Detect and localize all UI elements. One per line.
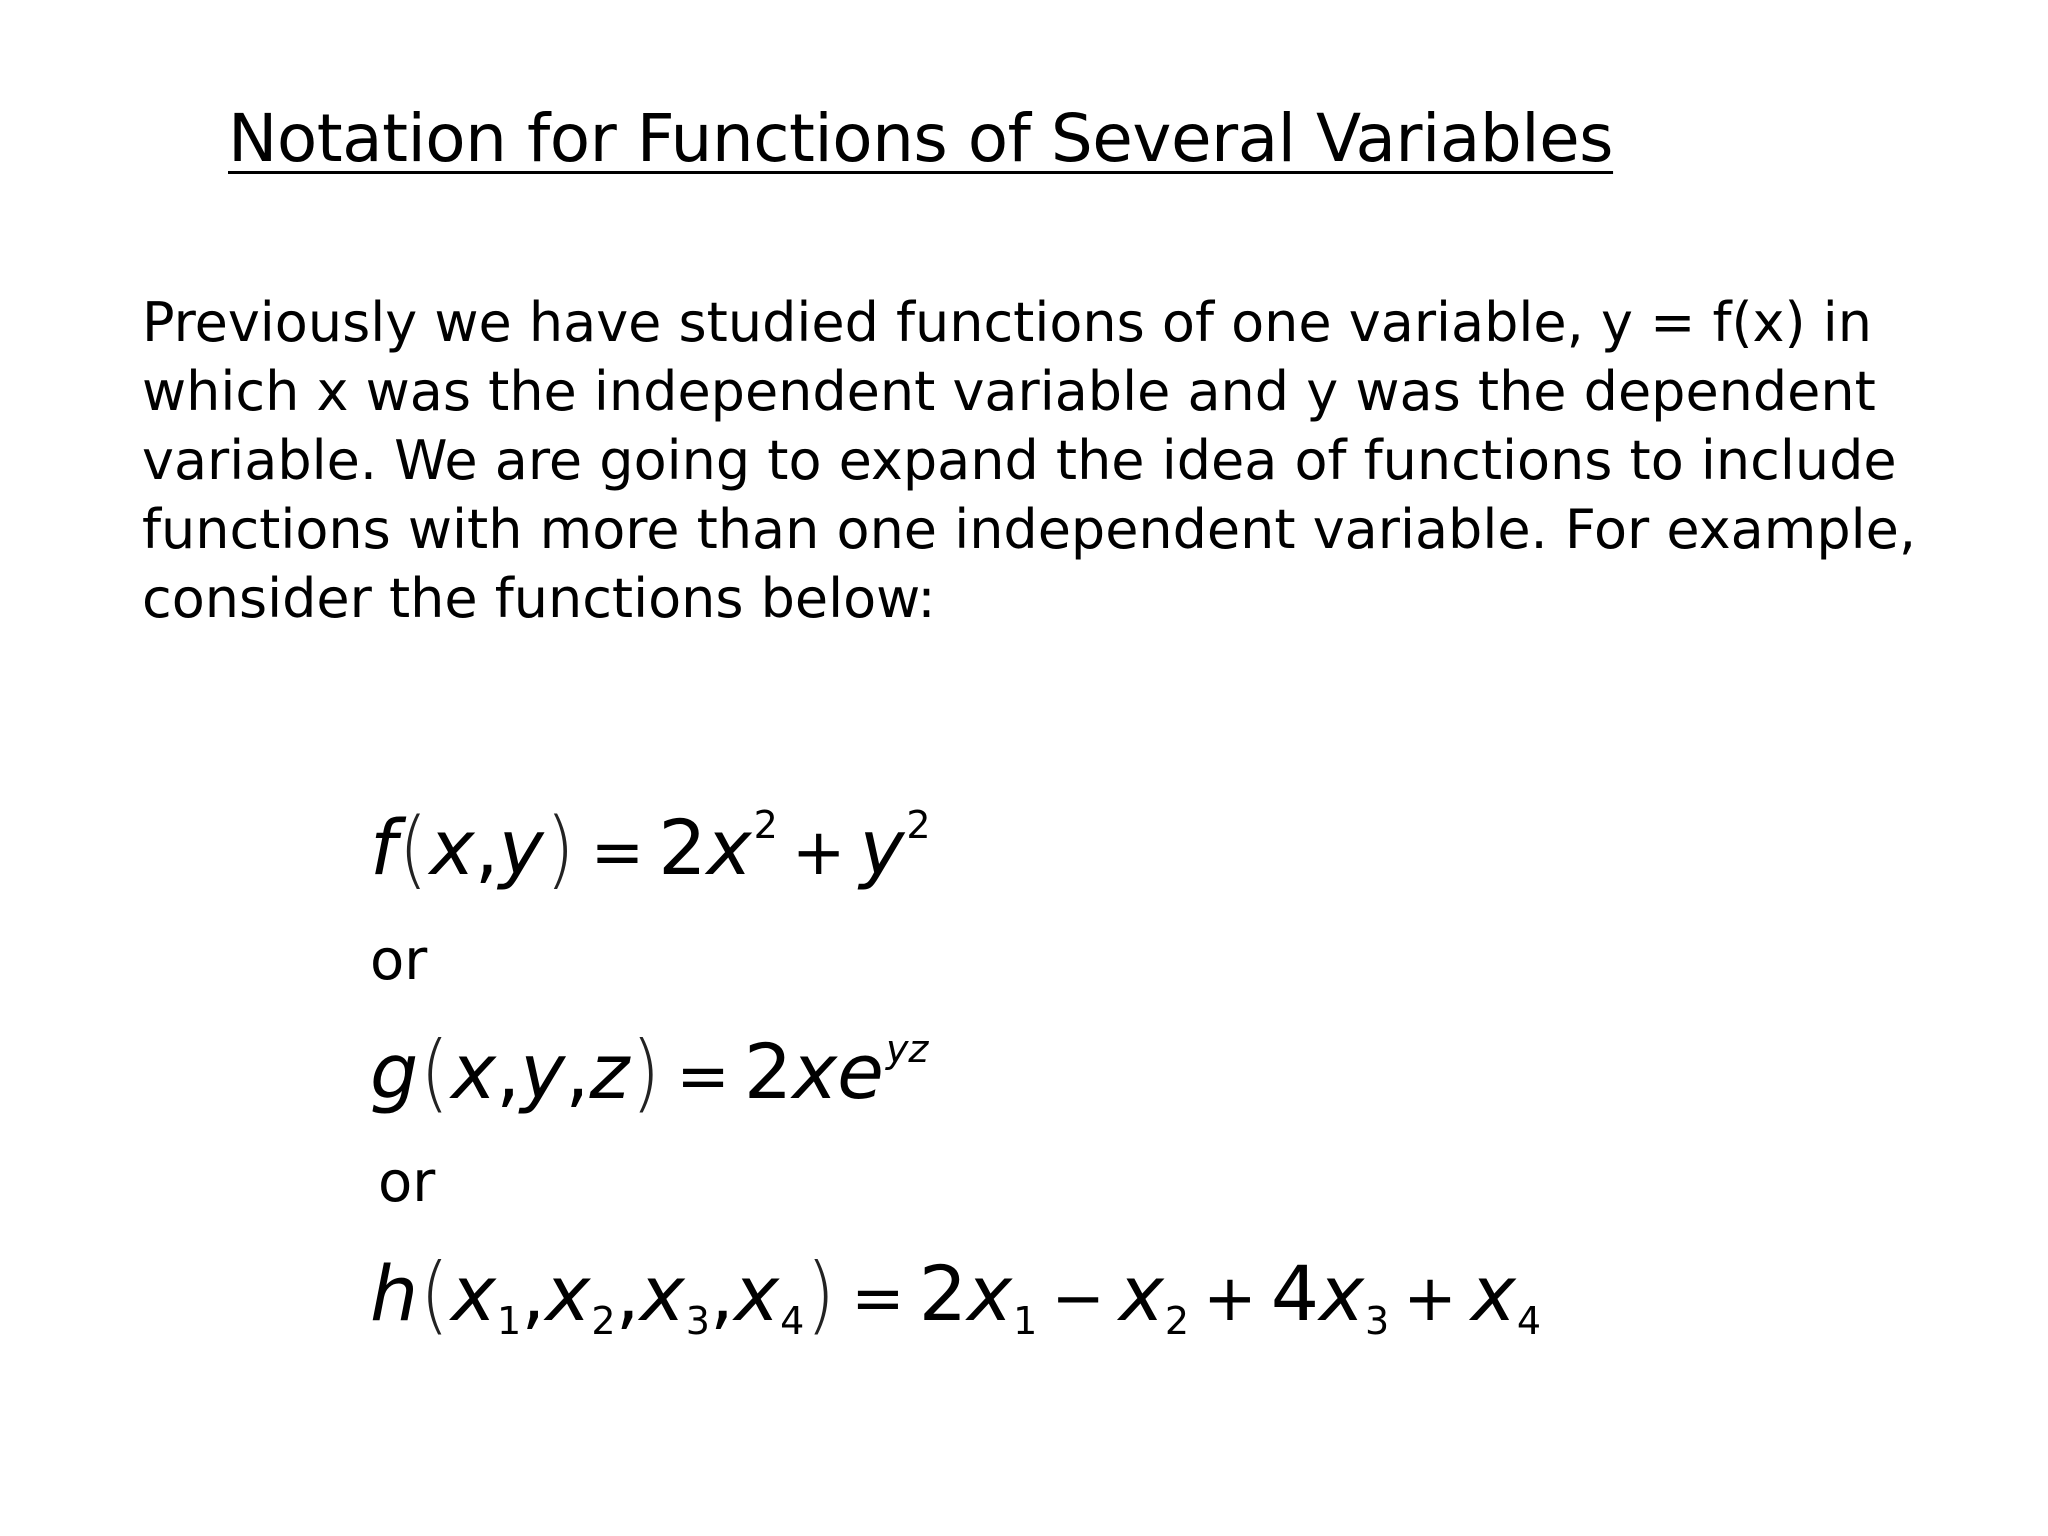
equation-h: $h(x_1,x_2,x_3,x_4) = 2x_1 - x_2 + 4x_3 + x_4$ <box>370 1245 1542 1345</box>
or-label: or <box>378 1150 436 1215</box>
equation-f: $f(x,y) = 2x^2 + y^2$ <box>370 799 931 899</box>
intro-line: which x was the independent variable and y was the dependent <box>142 360 1876 423</box>
or-label: or <box>370 928 428 993</box>
intro-paragraph <box>142 288 1916 633</box>
equation-g: $g(x,y,z) = 2xe^{yz}$ <box>370 1023 929 1123</box>
intro-line: variable. We are going to expand the idea of functions to include <box>142 429 1897 492</box>
intro-line: consider the functions below: <box>142 567 936 630</box>
intro-line: Previously we have studied functions of one variable, y = f(x) in <box>142 291 1872 354</box>
intro-line: functions with more than one independent variable. For example, <box>142 498 1917 561</box>
slide-title: Notation for Functions of Several Variables <box>228 100 1614 177</box>
